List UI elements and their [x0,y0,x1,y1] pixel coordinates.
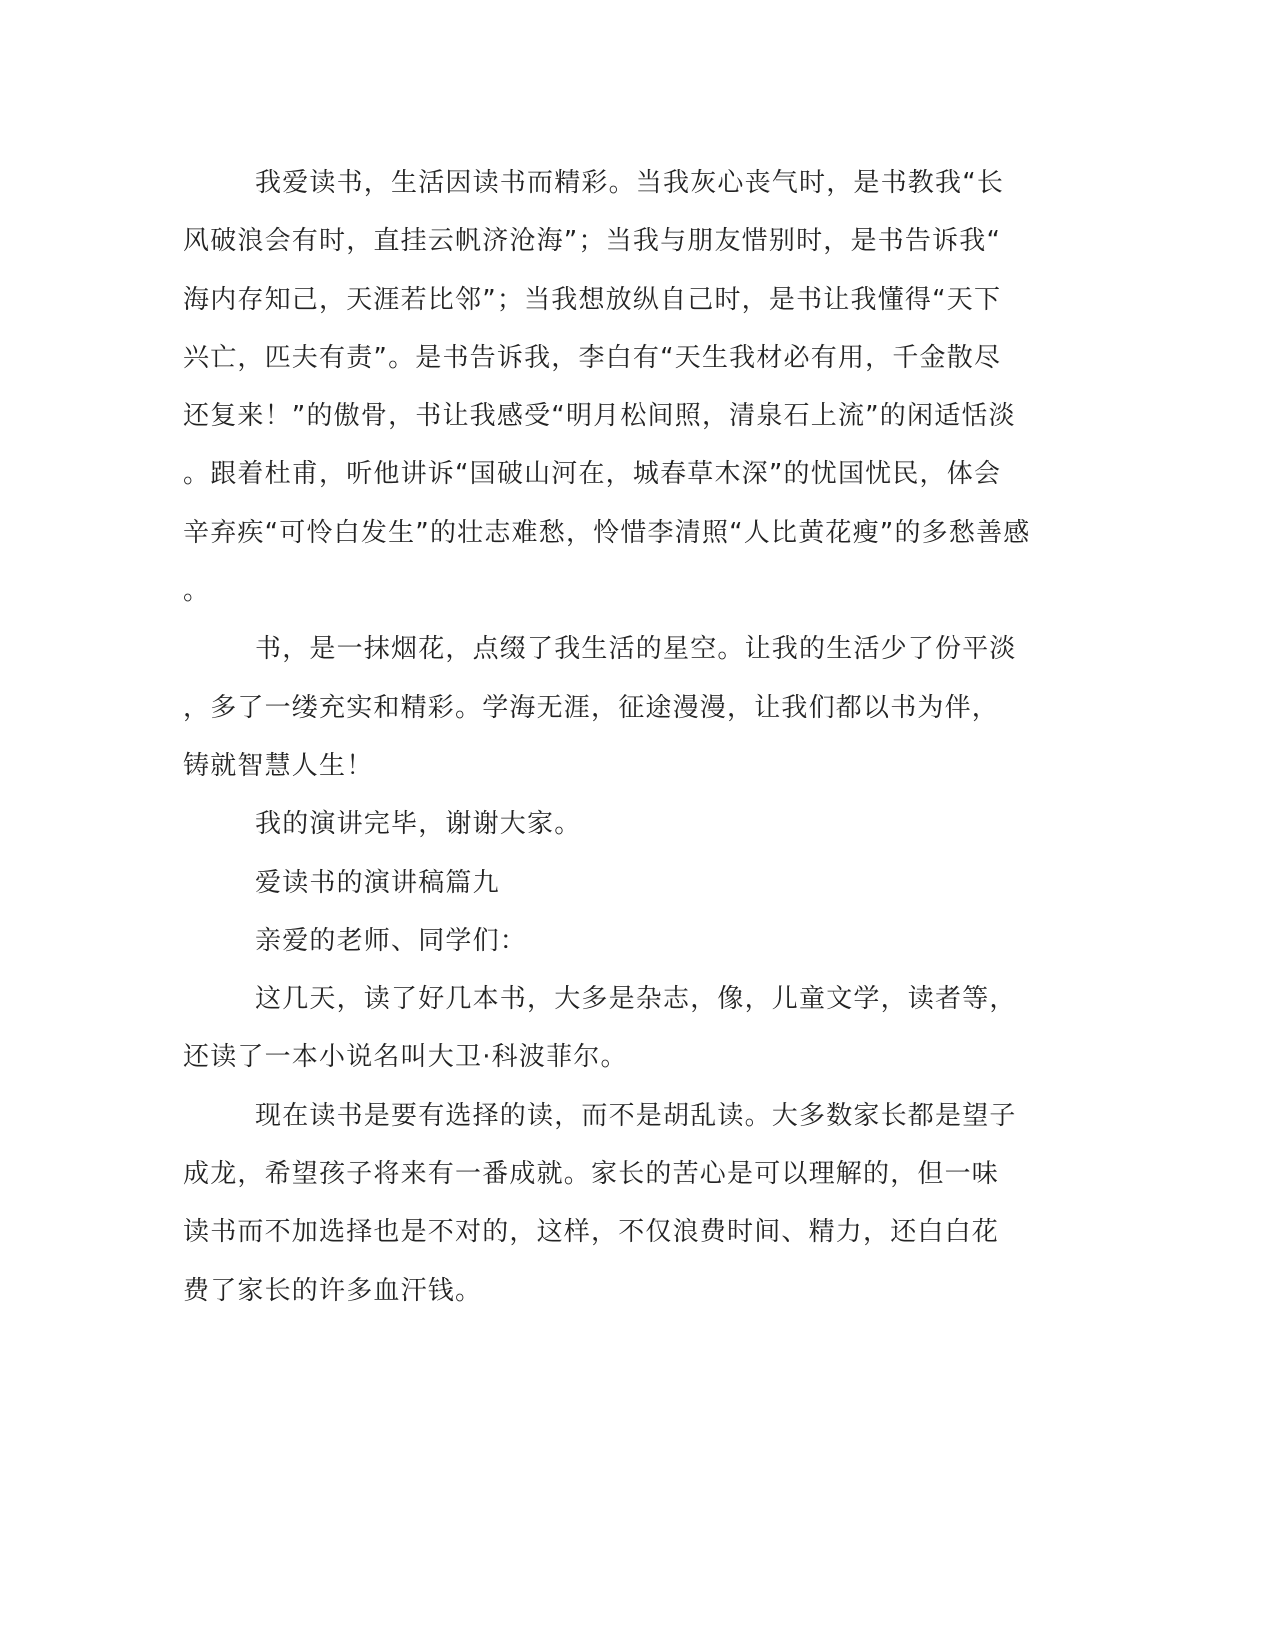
text-line: 铸就智慧人生！ [183,750,374,781]
text-line: 海内存知己，天涯若比邻”；当我想放纵自己时，是书让我懂得“天下 [183,284,1002,315]
text-line: 书，是一抹烟花，点缀了我生活的星空。让我的生活少了份平淡 [255,634,1017,665]
text-line: 亲爱的老师、同学们： [255,925,528,956]
document-body [183,160,1048,1326]
text-line: 。 [183,576,211,607]
text-line: 这几天，读了好几本书，大多是杂志，像，儿童文学，读者等， [255,984,1017,1015]
text-line: 还读了一本小说名叫大卫·科波菲尔。 [183,1042,628,1073]
text-line: 爱读书的演讲稿篇九 [255,867,500,898]
text-line: 费了家长的许多血汗钱。 [183,1275,483,1306]
text-line: 兴亡，匹夫有责”。是书告诉我，李白有“天生我材必有用，千金散尽 [183,342,1002,373]
text-line: 我的演讲完毕，谢谢大家。 [255,809,582,840]
text-line: 还复来！”的傲骨，书让我感受“明月松间照，清泉石上流”的闲适恬淡 [183,401,1016,432]
text-line: ，多了一缕充实和精彩。学海无涯，征途漫漫，让我们都以书为伴， [183,692,1000,723]
text-line: 。跟着杜甫，听他讲诉“国破山河在，城春草木深”的忧国忧民，体会 [183,459,1002,490]
text-line: 风破浪会有时，直挂云帆济沧海”；当我与朋友惜别时，是书告诉我“ [183,226,1002,257]
text-line: 辛弃疾“可怜白发生”的壮志难愁，怜惜李清照“人比黄花瘦”的多愁善感 [183,517,1031,548]
text-line: 我爱读书，生活因读书而精彩。当我灰心丧气时，是书教我“长 [255,168,1005,198]
text-line: 读书而不加选择也是不对的，这样，不仅浪费时间、精力，还白白花 [183,1217,1000,1248]
text-line: 成龙，希望孩子将来有一番成就。家长的苦心是可以理解的，但一味 [183,1159,1000,1190]
text-line: 现在读书是要有选择的读，而不是胡乱读。大多数家长都是望子 [255,1100,1017,1131]
